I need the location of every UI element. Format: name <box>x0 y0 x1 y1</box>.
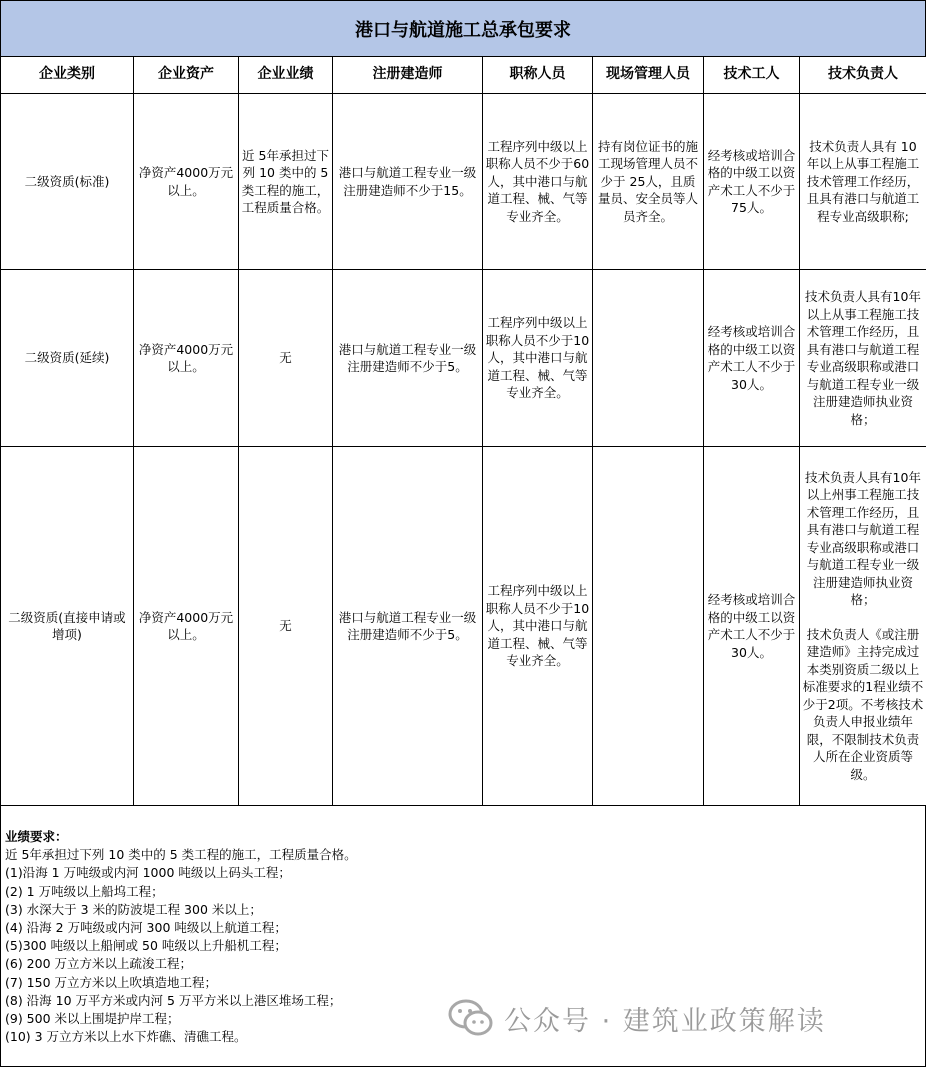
cell-titled-staff: 工程序列中级以上职称人员不少于60人，其中港口与航道工程、械、气等专业齐全。 <box>483 94 593 270</box>
header-tech-lead: 技术负责人 <box>800 57 926 94</box>
header-performance: 企业业绩 <box>239 57 333 94</box>
cell-site-managers <box>593 270 704 447</box>
cell-site-managers <box>593 447 704 806</box>
cell-tech-lead: 技术负责人具有 10 年以上从事工程施工技术管理工作经历，且具有港口与航道工程专业高级职称; <box>800 94 926 270</box>
cell-assets: 净资产4000万元以上。 <box>134 447 239 806</box>
note-line: (1)沿海 1 万吨级或内河 1000 吨级以上码头工程； <box>5 865 291 881</box>
spacer <box>802 609 924 626</box>
tech-lead-text: 技术负责人具有10年以上州事工程施工技术管理工作经历，且具有港口与航道工程专业高级职称或港口与航道工程专业一级注册建造师执业资格； <box>805 469 921 608</box>
header-row <box>1 57 926 94</box>
cell-builder: 港口与航道工程专业一级注册建造师不少于15。 <box>333 94 483 270</box>
cell-builder: 港口与航道工程专业一级注册建造师不少于5。 <box>333 447 483 806</box>
header-skilled-workers: 技术工人 <box>704 57 800 94</box>
cell-skilled-workers: 经考核或培训合格的中级工以资产术工人不少于30人。 <box>704 447 800 806</box>
header-titled-staff: 职称人员 <box>483 57 593 94</box>
cell-performance: 近 5年承担过下列 10 类中的 5 类工程的施工，工程质量合格。 <box>239 94 333 270</box>
note-line: 近 5年承担过下列 10 类中的 5 类工程的施工，工程质量合格。 <box>5 847 357 863</box>
cell-assets: 净资产4000万元以上。 <box>134 270 239 447</box>
cell-skilled-workers: 经考核或培训合格的中级工以资产术工人不少于75人。 <box>704 94 800 270</box>
cell-assets: 净资产4000万元以上。 <box>134 94 239 270</box>
table-title: 港口与航道施工总承包要求 <box>0 0 926 57</box>
cell-titled-staff: 工程序列中级以上职称人员不少于10人，其中港口与航道工程、械、气等专业齐全。 <box>483 447 593 806</box>
cell-category: 二级资质(延续) <box>1 270 134 447</box>
header-site-managers: 现场管理人员 <box>593 57 704 94</box>
header-category: 企业类别 <box>1 57 134 94</box>
cell-titled-staff: 工程序列中级以上职称人员不少于10人，其中港口与航道工程、械、气等专业齐全。 <box>483 270 593 447</box>
table-row <box>1 270 926 447</box>
watermark <box>448 996 826 1040</box>
note-line: (3) 水深大于 3 米的防波堤工程 300 米以上； <box>5 901 262 917</box>
cell-category: 二级资质(直接申请或增项) <box>1 447 134 806</box>
cell-skilled-workers: 经考核或培训合格的中级工以资产术工人不少于30人。 <box>704 270 800 447</box>
tech-lead-extra-text: 技术负责人《或注册建造师》主持完成过本类别资质二级以上标准要求的1程业绩不少于2项。不考核技术负责人申报业绩年限，不限制技术负责人所在企业资质等级。 <box>802 626 924 782</box>
cell-site-managers: 持有岗位证书的施工现场管理人员不少于 25人，且质量员、安全员等人员齐全。 <box>593 94 704 270</box>
table-row <box>1 94 926 270</box>
note-line: (2) 1 万吨级以上船坞工程； <box>5 883 164 899</box>
cell-builder: 港口与航道工程专业一级注册建造师不少于5。 <box>333 270 483 447</box>
cell-category: 二级资质(标准) <box>1 94 134 270</box>
requirements-table <box>0 56 926 806</box>
cell-tech-lead: 技术负责人具有10年以上从事工程施工技术管理工作经历，且具有港口与航道工程专业高级职称或港口与航道工程专业一级注册建造师执业资格； <box>800 270 926 447</box>
note-line: (4) 沿海 2 万吨级或内河 300 吨级以上航道工程； <box>5 920 287 936</box>
note-line: (9) 500 米以上围堤护岸工程； <box>5 1011 180 1027</box>
note-line: (5)300 吨级以上船闸或 50 吨级以上升船机工程； <box>5 938 287 954</box>
wechat-icon <box>448 998 494 1038</box>
note-line: (7) 150 万立方米以上吹填造地工程； <box>5 974 218 990</box>
cell-performance: 无 <box>239 447 333 806</box>
header-builder: 注册建造师 <box>333 57 483 94</box>
watermark-text: 公众号 · 建筑业政策解读 <box>504 1005 826 1037</box>
note-line: (8) 沿海 10 万平方米或内河 5 万平方米以上港区堆场工程； <box>5 992 342 1008</box>
cell-performance: 无 <box>239 270 333 447</box>
notes-heading: 业绩要求： <box>5 829 68 844</box>
table-row <box>1 447 926 806</box>
cell-tech-lead <box>800 447 926 806</box>
header-assets: 企业资产 <box>134 57 239 94</box>
note-line: (10) 3 万立方米以上水下炸礁、清礁工程。 <box>5 1029 247 1045</box>
note-line: (6) 200 万立方米以上疏浚工程； <box>5 956 193 972</box>
